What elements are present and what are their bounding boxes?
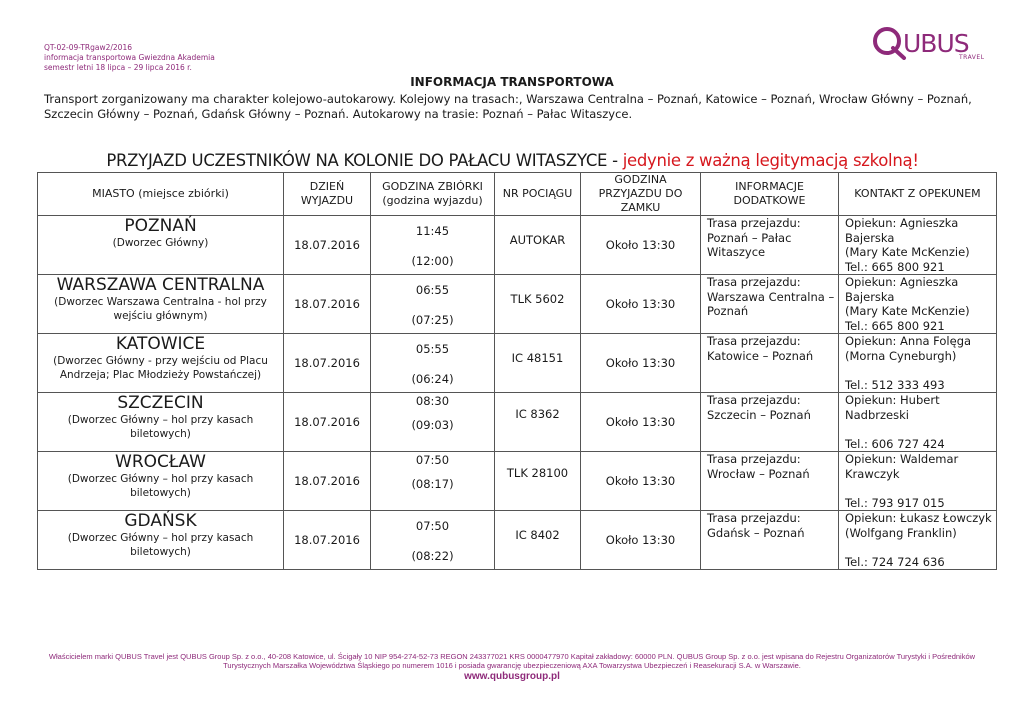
arrival-time: Około 13:30 <box>581 393 701 452</box>
info-line: Szczecin – Poznań <box>707 407 811 422</box>
doc-period: semestr letni 18 lipca – 29 lipca 2016 r. <box>44 63 192 72</box>
time-cell <box>371 452 495 511</box>
footer-legal-line-1: Właścicielem marki QUBUS Travel jest QUBUS Group Sp. z o.o., 40-208 Katowice, ul. Ścigały 10 NIP 954-274-52-73 REGON 243377021 KRS 0000477970 Kapitał zakładowy: 60000 PLN. QUBUS Group Sp. z o.o. jest wpisana do Rejestru Organizatorów Turystyki i Pośredników <box>48 652 976 661</box>
train-number: AUTOKAR <box>509 233 566 247</box>
contact-line: Opiekun: Anna Folęga <box>845 334 972 348</box>
route-info <box>701 275 839 334</box>
header-contact: KONTAKT Z OPEKUNEM <box>839 173 997 216</box>
guardian-contact <box>839 511 997 570</box>
city-cell <box>38 511 284 570</box>
gather-time: 07:50 <box>415 453 450 467</box>
arrival-time: Około 13:30 <box>581 216 701 275</box>
city-cell <box>38 216 284 275</box>
footer <box>0 652 1024 681</box>
arrival-time: Około 13:30 <box>581 511 701 570</box>
city-name: SZCZECIN <box>117 393 204 413</box>
guardian-contact <box>839 334 997 393</box>
departure-time: (06:24) <box>411 372 454 386</box>
route-info <box>701 452 839 511</box>
info-line: Poznań <box>707 304 749 318</box>
guardian-contact <box>839 393 997 452</box>
train-cell <box>495 393 581 452</box>
qubus-travel-logo <box>872 24 984 60</box>
guardian-contact <box>839 275 997 334</box>
guardian-phone: Tel.: 512 333 493 <box>845 378 945 392</box>
section-heading <box>40 151 985 170</box>
table-row <box>38 216 997 275</box>
info-line: Gdańsk – Poznań <box>707 525 805 540</box>
table-row <box>38 393 997 452</box>
contact-line: (Mary Kate McKenzie) <box>845 245 970 259</box>
info-line: Trasa przejazdu: <box>707 216 801 230</box>
arrival-time: Około 13:30 <box>581 334 701 393</box>
contact-line: Krawczyk <box>845 466 900 481</box>
info-line: Poznań – Pałac <box>707 230 792 245</box>
departure-date: 18.07.2016 <box>284 334 371 393</box>
table-header-row <box>38 173 997 216</box>
footer-legal-line-2: Turystycznych Marszałka Województwa Śląskiego po numerem 1016 i posiada gwarancję ubezpieczeniową AXA Towarzystwa Ubezpieczeń i Reasekuracji S.A. w Warszawie. <box>223 661 801 670</box>
route-info <box>701 216 839 275</box>
train-number: IC 8362 <box>515 407 560 421</box>
table-row <box>38 334 997 393</box>
city-name: WROCŁAW <box>115 452 206 472</box>
info-line: Warszawa Centralna – <box>707 289 835 304</box>
table-row <box>38 511 997 570</box>
info-line: Trasa przejazdu: <box>707 511 801 525</box>
gather-time: 07:50 <box>415 519 450 533</box>
guardian-phone: Tel.: 793 917 015 <box>845 496 945 510</box>
contact-line: Opiekun: Hubert Nadbrzeski <box>845 393 940 422</box>
doc-code: QT-02-09-TRgaw2/2016 <box>44 43 132 52</box>
time-cell <box>371 216 495 275</box>
gather-time: 05:55 <box>415 342 450 356</box>
contact-line: Opiekun: Agnieszka Bajerska <box>845 216 959 245</box>
gather-time: 06:55 <box>415 283 450 297</box>
info-line: Trasa przejazdu: <box>707 275 801 289</box>
arrival-time: Około 13:30 <box>581 275 701 334</box>
train-number: TLK 28100 <box>506 466 569 480</box>
doc-subject: informacja transportowa Gwiezdna Akademia <box>44 53 215 62</box>
guardian-phone: Tel.: 606 727 424 <box>845 437 945 451</box>
departure-time: (08:17) <box>411 477 454 491</box>
city-cell <box>38 393 284 452</box>
meeting-point: (Dworzec Główny – hol przy kasach biletowych) <box>67 473 254 499</box>
time-cell <box>371 511 495 570</box>
departure-date: 18.07.2016 <box>284 216 371 275</box>
departure-date: 18.07.2016 <box>284 452 371 511</box>
contact-line: (Wolfgang Franklin) <box>845 525 957 540</box>
route-info <box>701 334 839 393</box>
city-cell <box>38 452 284 511</box>
route-info <box>701 393 839 452</box>
contact-line: Opiekun: Agnieszka Bajerska <box>845 275 959 304</box>
contact-line: Opiekun: Waldemar <box>845 452 959 466</box>
gather-time: 11:45 <box>415 224 450 238</box>
arrival-time: Około 13:30 <box>581 452 701 511</box>
city-name: WARSZAWA CENTRALNA <box>56 275 265 295</box>
guardian-contact <box>839 452 997 511</box>
heading-warning: jedynie z ważną legitymacją szkolną! <box>622 151 919 170</box>
guardian-contact <box>839 216 997 275</box>
contact-line: (Morna Cyneburgh) <box>845 348 957 363</box>
header-date: DZIEŃ WYJAZDU <box>284 173 371 216</box>
meeting-point: (Dworzec Warszawa Centralna - hol przy wejściu głównym) <box>54 296 267 322</box>
meeting-point: (Dworzec Główny - przy wejściu od Placu Andrzeja; Plac Młodzieży Powstańczej) <box>53 355 268 381</box>
table-row <box>38 452 997 511</box>
contact-line: Opiekun: Łukasz Łowczyk <box>845 511 992 525</box>
departure-date: 18.07.2016 <box>284 393 371 452</box>
departure-date: 18.07.2016 <box>284 275 371 334</box>
city-name: GDAŃSK <box>124 511 197 531</box>
guardian-phone: Tel.: 724 724 636 <box>845 555 945 569</box>
train-number: TLK 5602 <box>510 292 565 306</box>
city-cell <box>38 334 284 393</box>
header-arrival-time: GODZINA PRZYJAZDU DO ZAMKU <box>581 173 701 216</box>
train-cell <box>495 334 581 393</box>
departure-time: (09:03) <box>411 418 454 432</box>
departure-time: (07:25) <box>411 313 454 327</box>
heading-main: PRZYJAZD UCZESTNIKÓW NA KOLONIE DO PAŁACU WITASZYCE - <box>106 151 623 170</box>
time-cell <box>371 393 495 452</box>
info-line: Trasa przejazdu: <box>707 452 801 466</box>
meeting-point: (Dworzec Główny) <box>112 237 209 249</box>
header-train-number: NR POCIĄGU <box>495 173 581 216</box>
train-cell <box>495 216 581 275</box>
info-line: Trasa przejazdu: <box>707 334 801 348</box>
header-gather-time: GODZINA ZBIÓRKI (godzina wyjazdu) <box>371 173 495 216</box>
meeting-point: (Dworzec Główny – hol przy kasach biletowych) <box>67 532 254 558</box>
contact-line: (Mary Kate McKenzie) <box>845 304 970 318</box>
train-cell <box>495 511 581 570</box>
guardian-phone: Tel.: 665 800 921 <box>845 319 945 333</box>
departure-time: (08:22) <box>411 549 454 563</box>
city-name: KATOWICE <box>115 334 206 354</box>
departure-time: (12:00) <box>411 254 454 268</box>
document-reference <box>44 43 215 73</box>
info-line: Witaszyce <box>707 245 766 259</box>
info-line: Wrocław – Poznań <box>707 466 810 481</box>
info-line: Katowice – Poznań <box>707 348 814 363</box>
train-number: IC 8402 <box>515 528 560 542</box>
city-cell <box>38 275 284 334</box>
train-number: IC 48151 <box>511 351 564 365</box>
page-title: INFORMACJA TRANSPORTOWA <box>410 75 614 89</box>
transport-intro: Transport zorganizowany ma charakter kolejowo-autokarowy. Kolejowy na trasach:, Warszawa Centralna – Poznań, Katowice – Poznań, Wrocław Główny – Poznań, Szczecin Główny – Poznań, Gdańsk Główny – Poznań. Autokarowy na trasie: Poznań – Pałac Witaszyce. <box>44 92 972 121</box>
footer-website-link[interactable]: www.qubusgroup.pl <box>464 671 560 682</box>
city-name: POZNAŃ <box>124 216 197 236</box>
svg-text:UBUS: UBUS <box>903 29 969 58</box>
departure-date: 18.07.2016 <box>284 511 371 570</box>
meeting-point: (Dworzec Główny – hol przy kasach biletowych) <box>67 414 254 440</box>
info-line: Trasa przejazdu: <box>707 393 801 407</box>
guardian-phone: Tel.: 665 800 921 <box>845 260 945 274</box>
train-cell <box>495 452 581 511</box>
time-cell <box>371 334 495 393</box>
time-cell <box>371 275 495 334</box>
svg-text:TRAVEL: TRAVEL <box>959 54 984 60</box>
train-cell <box>495 275 581 334</box>
route-info <box>701 511 839 570</box>
header-info: INFORMACJE DODATKOWE <box>701 173 839 216</box>
transport-schedule-table <box>37 172 997 570</box>
header-city: MIASTO (miejsce zbiórki) <box>38 173 284 216</box>
table-row <box>38 275 997 334</box>
gather-time: 08:30 <box>415 394 450 408</box>
